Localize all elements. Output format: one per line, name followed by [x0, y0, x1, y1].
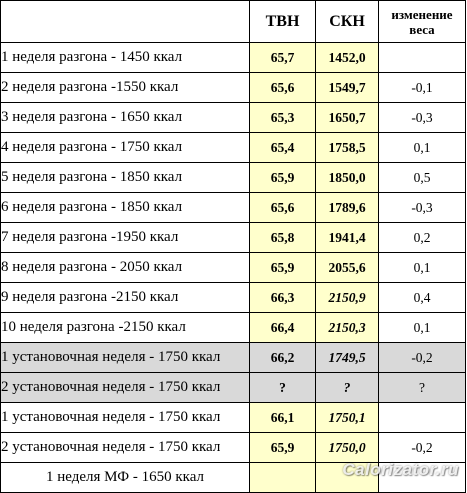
tvn-cell: 65,9: [250, 253, 316, 283]
header-change: изменение веса: [379, 1, 466, 43]
tvn-cell: 66,3: [250, 283, 316, 313]
row-label: 5 неделя разгона - 1850 ккал: [1, 163, 250, 193]
table-row: [1, 403, 466, 433]
tvn-cell: 65,6: [250, 73, 316, 103]
change-cell: 0,2: [379, 223, 466, 253]
row-label: 3 неделя разгона - 1650 ккал: [1, 103, 250, 133]
change-cell: ?: [379, 373, 466, 403]
change-cell: [379, 403, 466, 433]
tvn-cell: 66,2: [250, 343, 316, 373]
tvn-cell: ?: [250, 373, 316, 403]
row-label: 6 неделя разгона - 1850 ккал: [1, 193, 250, 223]
skn-cell: 1549,7: [316, 73, 379, 103]
change-cell: 0,5: [379, 163, 466, 193]
tvn-cell: 65,4: [250, 133, 316, 163]
row-label: 1 установочная неделя - 1750 ккал: [1, 403, 250, 433]
header-tvn: ТВН: [250, 1, 316, 43]
table-row: [1, 433, 466, 463]
row-label: 9 неделя разгона -2150 ккал: [1, 283, 250, 313]
change-cell: 0,1: [379, 253, 466, 283]
table-row: [1, 133, 466, 163]
header-empty-cell: [1, 1, 250, 43]
tvn-cell: 65,6: [250, 193, 316, 223]
row-label: 2 неделя разгона -1550 ккал: [1, 73, 250, 103]
skn-cell: 1789,6: [316, 193, 379, 223]
skn-cell: 1750,0: [316, 433, 379, 463]
row-label: 2 установочная неделя - 1750 ккал: [1, 373, 250, 403]
row-label: 2 установочная неделя - 1750 ккал: [1, 433, 250, 463]
skn-cell: 1749,5: [316, 343, 379, 373]
tvn-cell: 66,1: [250, 403, 316, 433]
watermark-logo: Calorizator.ru: [342, 460, 459, 479]
table-row: [1, 313, 466, 343]
row-label: 10 неделя разгона -2150 ккал: [1, 313, 250, 343]
change-cell: -0,3: [379, 103, 466, 133]
table-row: [1, 103, 466, 133]
skn-cell: 1750,1: [316, 403, 379, 433]
tvn-cell: 65,7: [250, 43, 316, 73]
row-label: 1 неделя МФ - 1650 ккал: [1, 463, 250, 493]
tvn-cell: 66,4: [250, 313, 316, 343]
change-cell: -0,2: [379, 433, 466, 463]
tvn-cell: 65,3: [250, 103, 316, 133]
skn-cell: 1758,5: [316, 133, 379, 163]
skn-cell: 1941,4: [316, 223, 379, 253]
skn-cell: 2150,3: [316, 313, 379, 343]
row-label: 4 неделя разгона - 1750 ккал: [1, 133, 250, 163]
tvn-cell: 65,9: [250, 433, 316, 463]
table-row: [1, 343, 466, 373]
change-cell: -0,2: [379, 343, 466, 373]
skn-cell: 1850,0: [316, 163, 379, 193]
table-row: [1, 73, 466, 103]
table-row: [1, 193, 466, 223]
header-row: [1, 1, 466, 43]
change-cell: -0,1: [379, 73, 466, 103]
table-row: [1, 43, 466, 73]
header-skn: СКН: [316, 1, 379, 43]
skn-cell: 1650,7: [316, 103, 379, 133]
change-cell: [379, 43, 466, 73]
change-cell: -0,3: [379, 193, 466, 223]
row-label: 1 неделя разгона - 1450 ккал: [1, 43, 250, 73]
table-row: [1, 373, 466, 403]
row-label: 7 неделя разгона -1950 ккал: [1, 223, 250, 253]
tvn-cell: [250, 463, 316, 493]
table-row: [1, 223, 466, 253]
table-row: [1, 253, 466, 283]
tvn-cell: 65,9: [250, 163, 316, 193]
row-label: 8 неделя разгона - 2050 ккал: [1, 253, 250, 283]
row-label: 1 установочная неделя - 1750 ккал: [1, 343, 250, 373]
skn-cell: 2055,6: [316, 253, 379, 283]
skn-cell: 2150,9: [316, 283, 379, 313]
table-row: [1, 283, 466, 313]
change-cell: 0,1: [379, 133, 466, 163]
change-cell: 0,1: [379, 313, 466, 343]
change-cell: 0,4: [379, 283, 466, 313]
skn-cell: 1452,0: [316, 43, 379, 73]
skn-cell: ?: [316, 373, 379, 403]
tvn-cell: 65,8: [250, 223, 316, 253]
table-row: [1, 163, 466, 193]
